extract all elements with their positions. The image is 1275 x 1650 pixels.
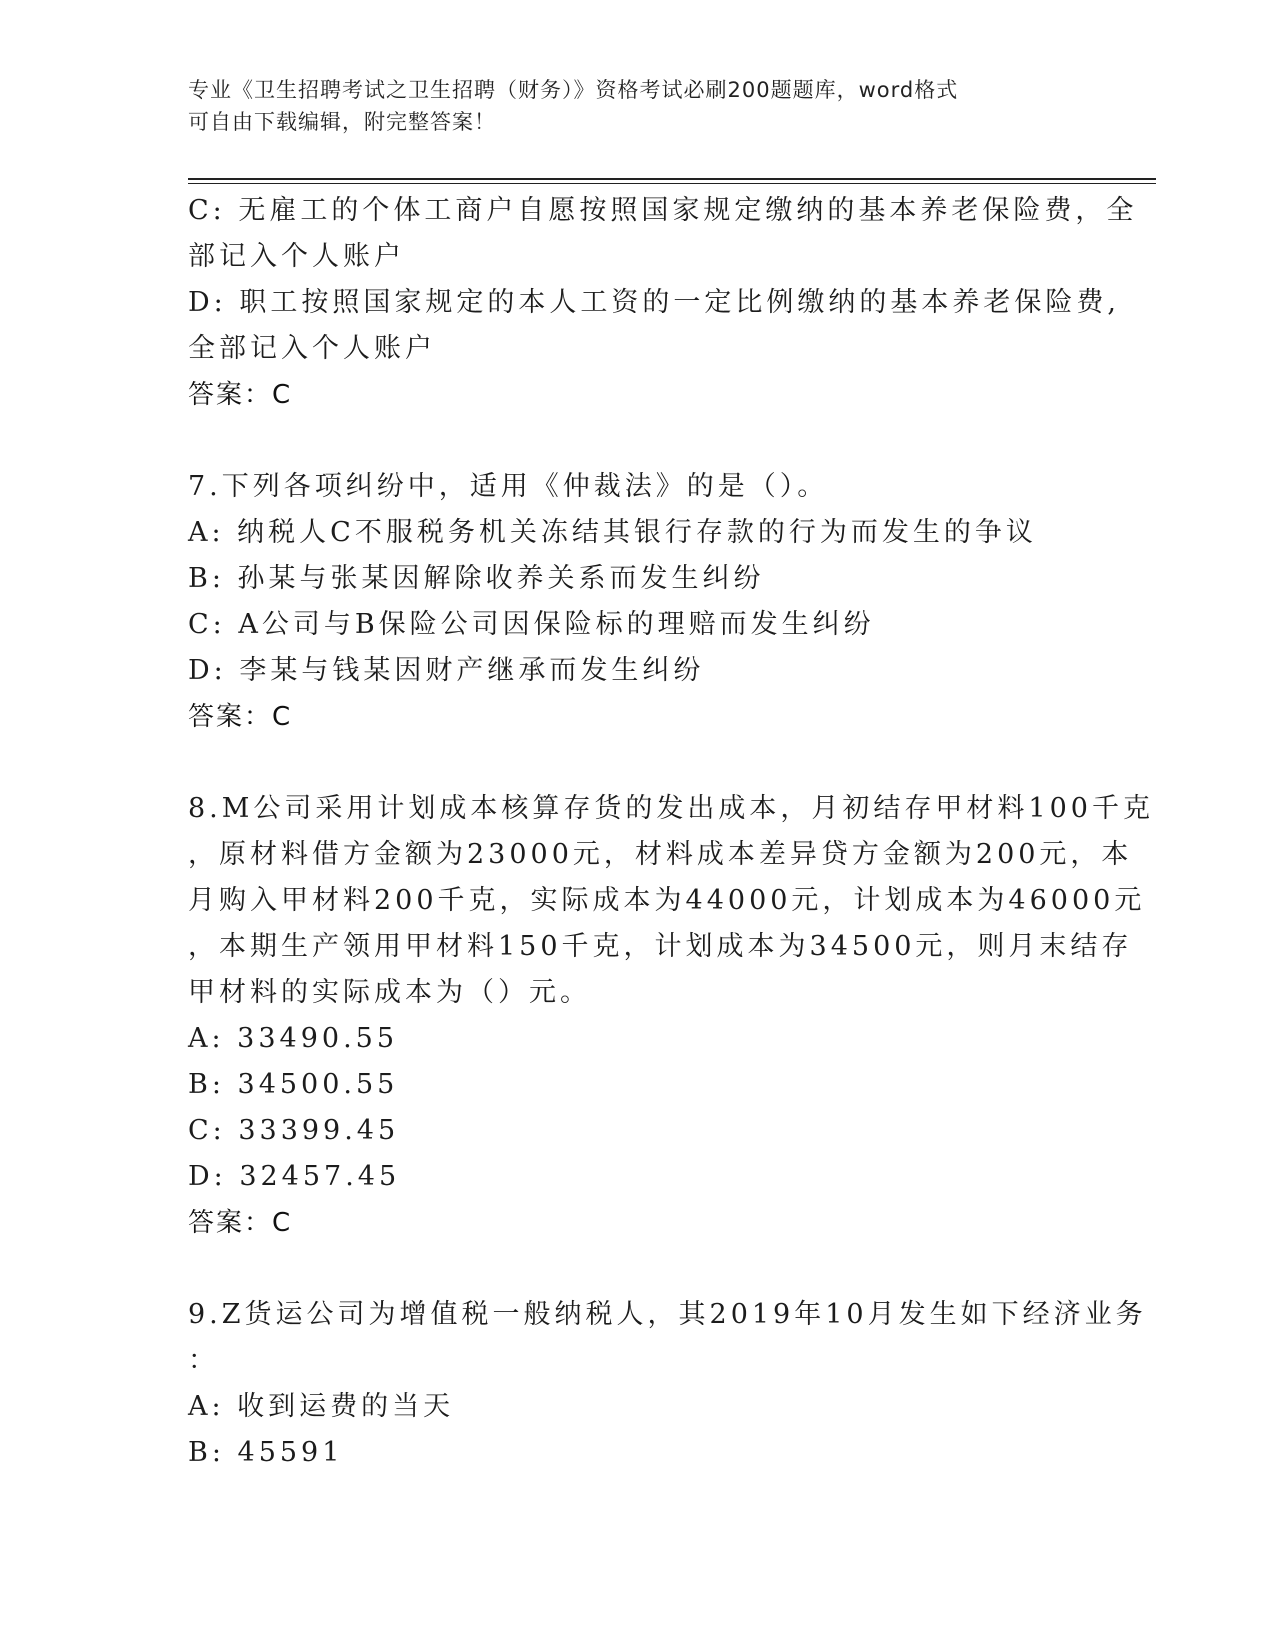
q6-answer: 答案：C xyxy=(188,380,293,410)
header-rule-thin xyxy=(188,183,1156,184)
q7-stem: 7.下列各项纠纷中，适用《仲裁法》的是（）。 xyxy=(188,471,829,502)
q8-option-c: C: 33399.45 xyxy=(188,1115,400,1146)
q7-answer: 答案：C xyxy=(188,702,293,732)
spacer xyxy=(188,740,1088,786)
q8-option-d: D: 32457.45 xyxy=(188,1161,401,1192)
header-line-1: 专业《卫生招聘考试之卫生招聘（财务）》资格考试必刷200题题库，word格式 xyxy=(188,78,959,102)
q8-stem-line-3: 月购入甲材料200千克，实际成本为44000元，计划成本为46000元 xyxy=(188,885,1146,916)
question-content xyxy=(188,188,1154,1476)
q8-stem-line-4: ，本期生产领用甲材料150千克，计划成本为34500元，则月末结存 xyxy=(188,931,1133,962)
document-header xyxy=(188,74,1088,138)
header-rule-thick xyxy=(188,178,1156,180)
q9-option-a: A: 收到运费的当天 xyxy=(188,1391,455,1422)
q8-option-a: A: 33490.55 xyxy=(188,1023,399,1054)
q6-option-d-line-2: 全部记入个人账户 xyxy=(188,333,436,364)
q8-option-b: B: 34500.55 xyxy=(188,1069,399,1100)
q7-option-a: A: 纳税人C不服税务机关冻结其银行存款的行为而发生的争议 xyxy=(188,517,1037,548)
q7-option-d: D: 李某与钱某因财产继承而发生纠纷 xyxy=(188,655,705,686)
q8-stem-line-2: ，原材料借方金额为23000元，材料成本差异贷方金额为200元，本 xyxy=(188,839,1133,870)
q7-option-b: B: 孙某与张某因解除收养关系而发生纠纷 xyxy=(188,563,765,594)
q6-option-d-line-1: D: 职工按照国家规定的本人工资的一定比例缴纳的基本养老保险费, xyxy=(188,287,1120,318)
q9-option-b: B: 45591 xyxy=(188,1437,344,1468)
header-line-2: 可自由下载编辑，附完整答案！ xyxy=(188,110,496,134)
q8-stem-line-5: 甲材料的实际成本为（）元。 xyxy=(188,977,591,1008)
spacer xyxy=(188,418,1088,464)
q9-stem-line-2: ： xyxy=(188,1345,219,1376)
spacer xyxy=(188,1246,1088,1292)
q8-answer: 答案：C xyxy=(188,1208,293,1238)
q8-stem-line-1: 8.M公司采用计划成本核算存货的发出成本，月初结存甲材料100千克 xyxy=(188,793,1154,824)
q7-option-c: C: A公司与B保险公司因保险标的理赔而发生纠纷 xyxy=(188,609,875,640)
q9-stem-line-1: 9.Z货运公司为增值税一般纳税人，其2019年10月发生如下经济业务 xyxy=(188,1299,1147,1330)
q6-option-c-line-2: 部记入个人账户 xyxy=(188,241,405,272)
q6-option-c-line-1: C: 无雇工的个体工商户自愿按照国家规定缴纳的基本养老保险费，全 xyxy=(188,195,1138,226)
